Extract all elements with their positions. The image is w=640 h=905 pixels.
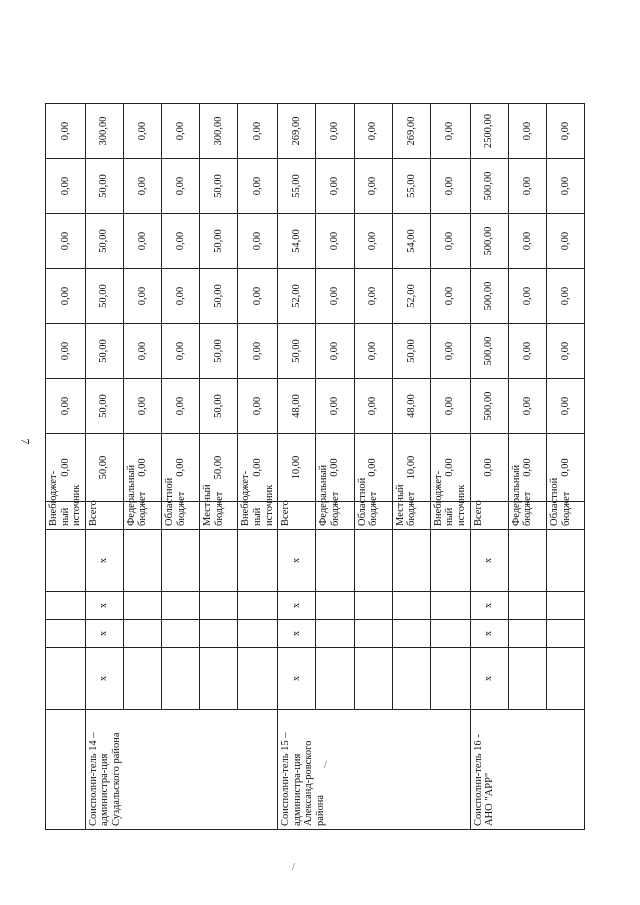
marker-cell [46,648,86,710]
total-value-cell: 269,00 [392,104,430,159]
marker-cell [546,592,584,620]
year-value-cell: 500,00 [470,269,508,324]
marker-cell [546,620,584,648]
year-value-cell: 0,00 [316,434,354,502]
marker-cell [430,620,470,648]
table-row [470,45,508,830]
year-value-cell: 500,00 [470,379,508,434]
year-value-cell: 48,00 [392,379,430,434]
year-value-cell: 0,00 [508,269,546,324]
total-value-cell: 0,00 [123,104,161,159]
year-value-cell: 0,00 [238,379,278,434]
marker-cell [430,530,470,592]
funding-source-cell: Всего [85,502,123,530]
marker-cell [508,592,546,620]
year-value-cell: 0,00 [162,269,200,324]
marker-cell: х [470,530,508,592]
year-value-cell: 55,00 [278,159,316,214]
marker-cell [46,592,86,620]
year-value-cell: 0,00 [354,159,392,214]
table-row [278,45,316,830]
year-value-cell: 0,00 [430,159,470,214]
executor-name-cell: Соисполни-тель 14 – администра-ция Суздальского района [85,710,277,830]
year-value-cell: 0,00 [162,214,200,269]
year-value-cell: 0,00 [46,214,86,269]
funding-source-cell: Всего [278,502,316,530]
year-value-cell: 0,00 [354,434,392,502]
year-value-cell: 0,00 [316,269,354,324]
total-value-cell: 0,00 [508,104,546,159]
year-value-cell: 0,00 [46,324,86,379]
marker-cell [392,592,430,620]
marker-cell [200,530,238,592]
marker-cell [508,648,546,710]
table-body [46,45,585,830]
executor-name-cell [46,710,86,830]
funding-source-cell: Внебюджет-ный источник [430,502,470,530]
year-value-cell: 0,00 [354,214,392,269]
year-value-cell: 0,00 [123,269,161,324]
total-value-cell: 0,00 [430,104,470,159]
marker-cell [238,530,278,592]
year-value-cell: 0,00 [238,159,278,214]
year-value-cell: 500,00 [470,214,508,269]
marker-cell [392,530,430,592]
marker-cell [200,620,238,648]
total-value-cell: 300,00 [85,104,123,159]
year-value-cell: 0,00 [546,379,584,434]
marker-cell [316,530,354,592]
year-value-cell: 48,00 [278,379,316,434]
total-value-cell: 0,00 [546,104,584,159]
marker-cell [354,620,392,648]
marker-cell [508,620,546,648]
year-value-cell: 0,00 [508,159,546,214]
year-value-cell: 50,00 [85,434,123,502]
year-value-cell: 50,00 [200,159,238,214]
marker-cell [354,592,392,620]
marker-cell [430,592,470,620]
marker-cell: х [85,620,123,648]
funding-source-cell: Областной бюджет [546,502,584,530]
marker-cell [392,648,430,710]
year-value-cell: 500,00 [470,159,508,214]
year-value-cell: 50,00 [392,324,430,379]
funding-source-cell: Местный бюджет [392,502,430,530]
marker-cell [546,530,584,592]
marker-cell [46,620,86,648]
marker-cell [238,592,278,620]
marker-cell: х [278,592,316,620]
funding-source-cell: Федеральный бюджет [123,502,161,530]
year-value-cell: 54,00 [392,214,430,269]
marker-cell [46,530,86,592]
year-value-cell: 52,00 [392,269,430,324]
year-value-cell: 50,00 [200,379,238,434]
year-value-cell: 52,00 [278,269,316,324]
funding-source-cell: Внебюджет-ный источник [46,502,86,530]
total-value-cell: 300,00 [200,104,238,159]
total-value-cell: 2500,00 [470,104,508,159]
year-value-cell: 0,00 [46,379,86,434]
year-value-cell: 50,00 [85,269,123,324]
total-value-cell: 0,00 [316,104,354,159]
year-value-cell: 0,00 [316,324,354,379]
year-value-cell: 50,00 [200,324,238,379]
marker-cell [546,648,584,710]
year-value-cell: 0,00 [46,434,86,502]
year-value-cell: 10,00 [392,434,430,502]
year-value-cell: 0,00 [354,324,392,379]
marker-cell: х [85,648,123,710]
marker-cell: х [470,620,508,648]
scan-mark: / [292,862,295,873]
marker-cell: х [278,530,316,592]
year-value-cell: 0,00 [238,214,278,269]
marker-cell: х [278,620,316,648]
year-value-cell: 50,00 [278,324,316,379]
year-value-cell: 50,00 [200,214,238,269]
total-value-cell: 0,00 [46,104,86,159]
year-value-cell: 0,00 [354,379,392,434]
year-value-cell: 54,00 [278,214,316,269]
marker-cell [200,592,238,620]
year-value-cell: 0,00 [162,434,200,502]
marker-cell [123,530,161,592]
year-value-cell: 0,00 [162,379,200,434]
marker-cell [123,648,161,710]
year-value-cell: 50,00 [200,434,238,502]
year-value-cell: 0,00 [316,379,354,434]
executor-name-cell: Соисполни-тель 16 - АНО "АРР" [470,710,585,830]
year-value-cell: 0,00 [508,324,546,379]
year-value-cell: 0,00 [123,324,161,379]
budget-table [45,44,585,830]
year-value-cell: 0,00 [354,269,392,324]
year-value-cell: 0,00 [508,434,546,502]
page-number: 7 [18,438,33,445]
funding-source-cell: Местный бюджет [200,502,238,530]
year-value-cell: 500,00 [470,324,508,379]
year-value-cell: 0,00 [162,159,200,214]
year-value-cell: 50,00 [85,159,123,214]
year-value-cell: 0,00 [546,214,584,269]
marker-cell [200,648,238,710]
marker-cell: х [85,530,123,592]
year-value-cell: 0,00 [430,434,470,502]
year-value-cell: 0,00 [46,159,86,214]
year-value-cell: 0,00 [238,434,278,502]
year-value-cell: 0,00 [508,214,546,269]
year-value-cell: 0,00 [430,269,470,324]
funding-source-cell: Областной бюджет [162,502,200,530]
executor-name-cell: Соисполни-тель 15 – администра-ция Александ-ровского района [278,710,470,830]
rotated-table-wrapper [45,45,580,830]
marker-cell [123,592,161,620]
year-value-cell: 50,00 [85,324,123,379]
marker-cell [238,648,278,710]
funding-source-cell: Федеральный бюджет [508,502,546,530]
year-value-cell: 50,00 [200,269,238,324]
total-value-cell: 0,00 [238,104,278,159]
marker-cell: х [278,648,316,710]
marker-cell [162,648,200,710]
funding-source-cell: Областной бюджет [354,502,392,530]
total-value-cell: 0,00 [354,104,392,159]
year-value-cell: 0,00 [546,269,584,324]
marker-cell [316,620,354,648]
year-value-cell: 0,00 [162,324,200,379]
year-value-cell: 0,00 [46,269,86,324]
marker-cell [354,530,392,592]
year-value-cell: 0,00 [470,434,508,502]
marker-cell [316,592,354,620]
marker-cell [162,620,200,648]
marker-cell: х [470,592,508,620]
marker-cell [162,530,200,592]
marker-cell [162,592,200,620]
scan-mark: / [324,760,327,771]
marker-cell [123,620,161,648]
funding-source-cell: Всего [470,502,508,530]
marker-cell: х [85,592,123,620]
year-value-cell: 0,00 [430,379,470,434]
funding-source-cell: Внебюджет-ный источник [238,502,278,530]
year-value-cell: 0,00 [546,324,584,379]
year-value-cell: 0,00 [123,434,161,502]
marker-cell [316,648,354,710]
year-value-cell: 0,00 [316,159,354,214]
year-value-cell: 0,00 [238,269,278,324]
table-row [85,45,123,830]
marker-cell [430,648,470,710]
year-value-cell: 0,00 [430,214,470,269]
year-value-cell: 0,00 [316,214,354,269]
marker-cell [238,620,278,648]
total-value-cell: 0,00 [162,104,200,159]
year-value-cell: 55,00 [392,159,430,214]
marker-cell [354,648,392,710]
table-row [46,45,86,830]
year-value-cell: 50,00 [85,214,123,269]
year-value-cell: 0,00 [123,159,161,214]
total-value-cell: 269,00 [278,104,316,159]
year-value-cell: 0,00 [546,434,584,502]
funding-source-cell: Федеральный бюджет [316,502,354,530]
year-value-cell: 0,00 [430,324,470,379]
year-value-cell: 10,00 [278,434,316,502]
marker-cell [392,620,430,648]
year-value-cell: 0,00 [546,159,584,214]
marker-cell [508,530,546,592]
year-value-cell: 0,00 [238,324,278,379]
year-value-cell: 50,00 [85,379,123,434]
marker-cell: х [470,648,508,710]
year-value-cell: 0,00 [123,379,161,434]
year-value-cell: 0,00 [123,214,161,269]
year-value-cell: 0,00 [508,379,546,434]
